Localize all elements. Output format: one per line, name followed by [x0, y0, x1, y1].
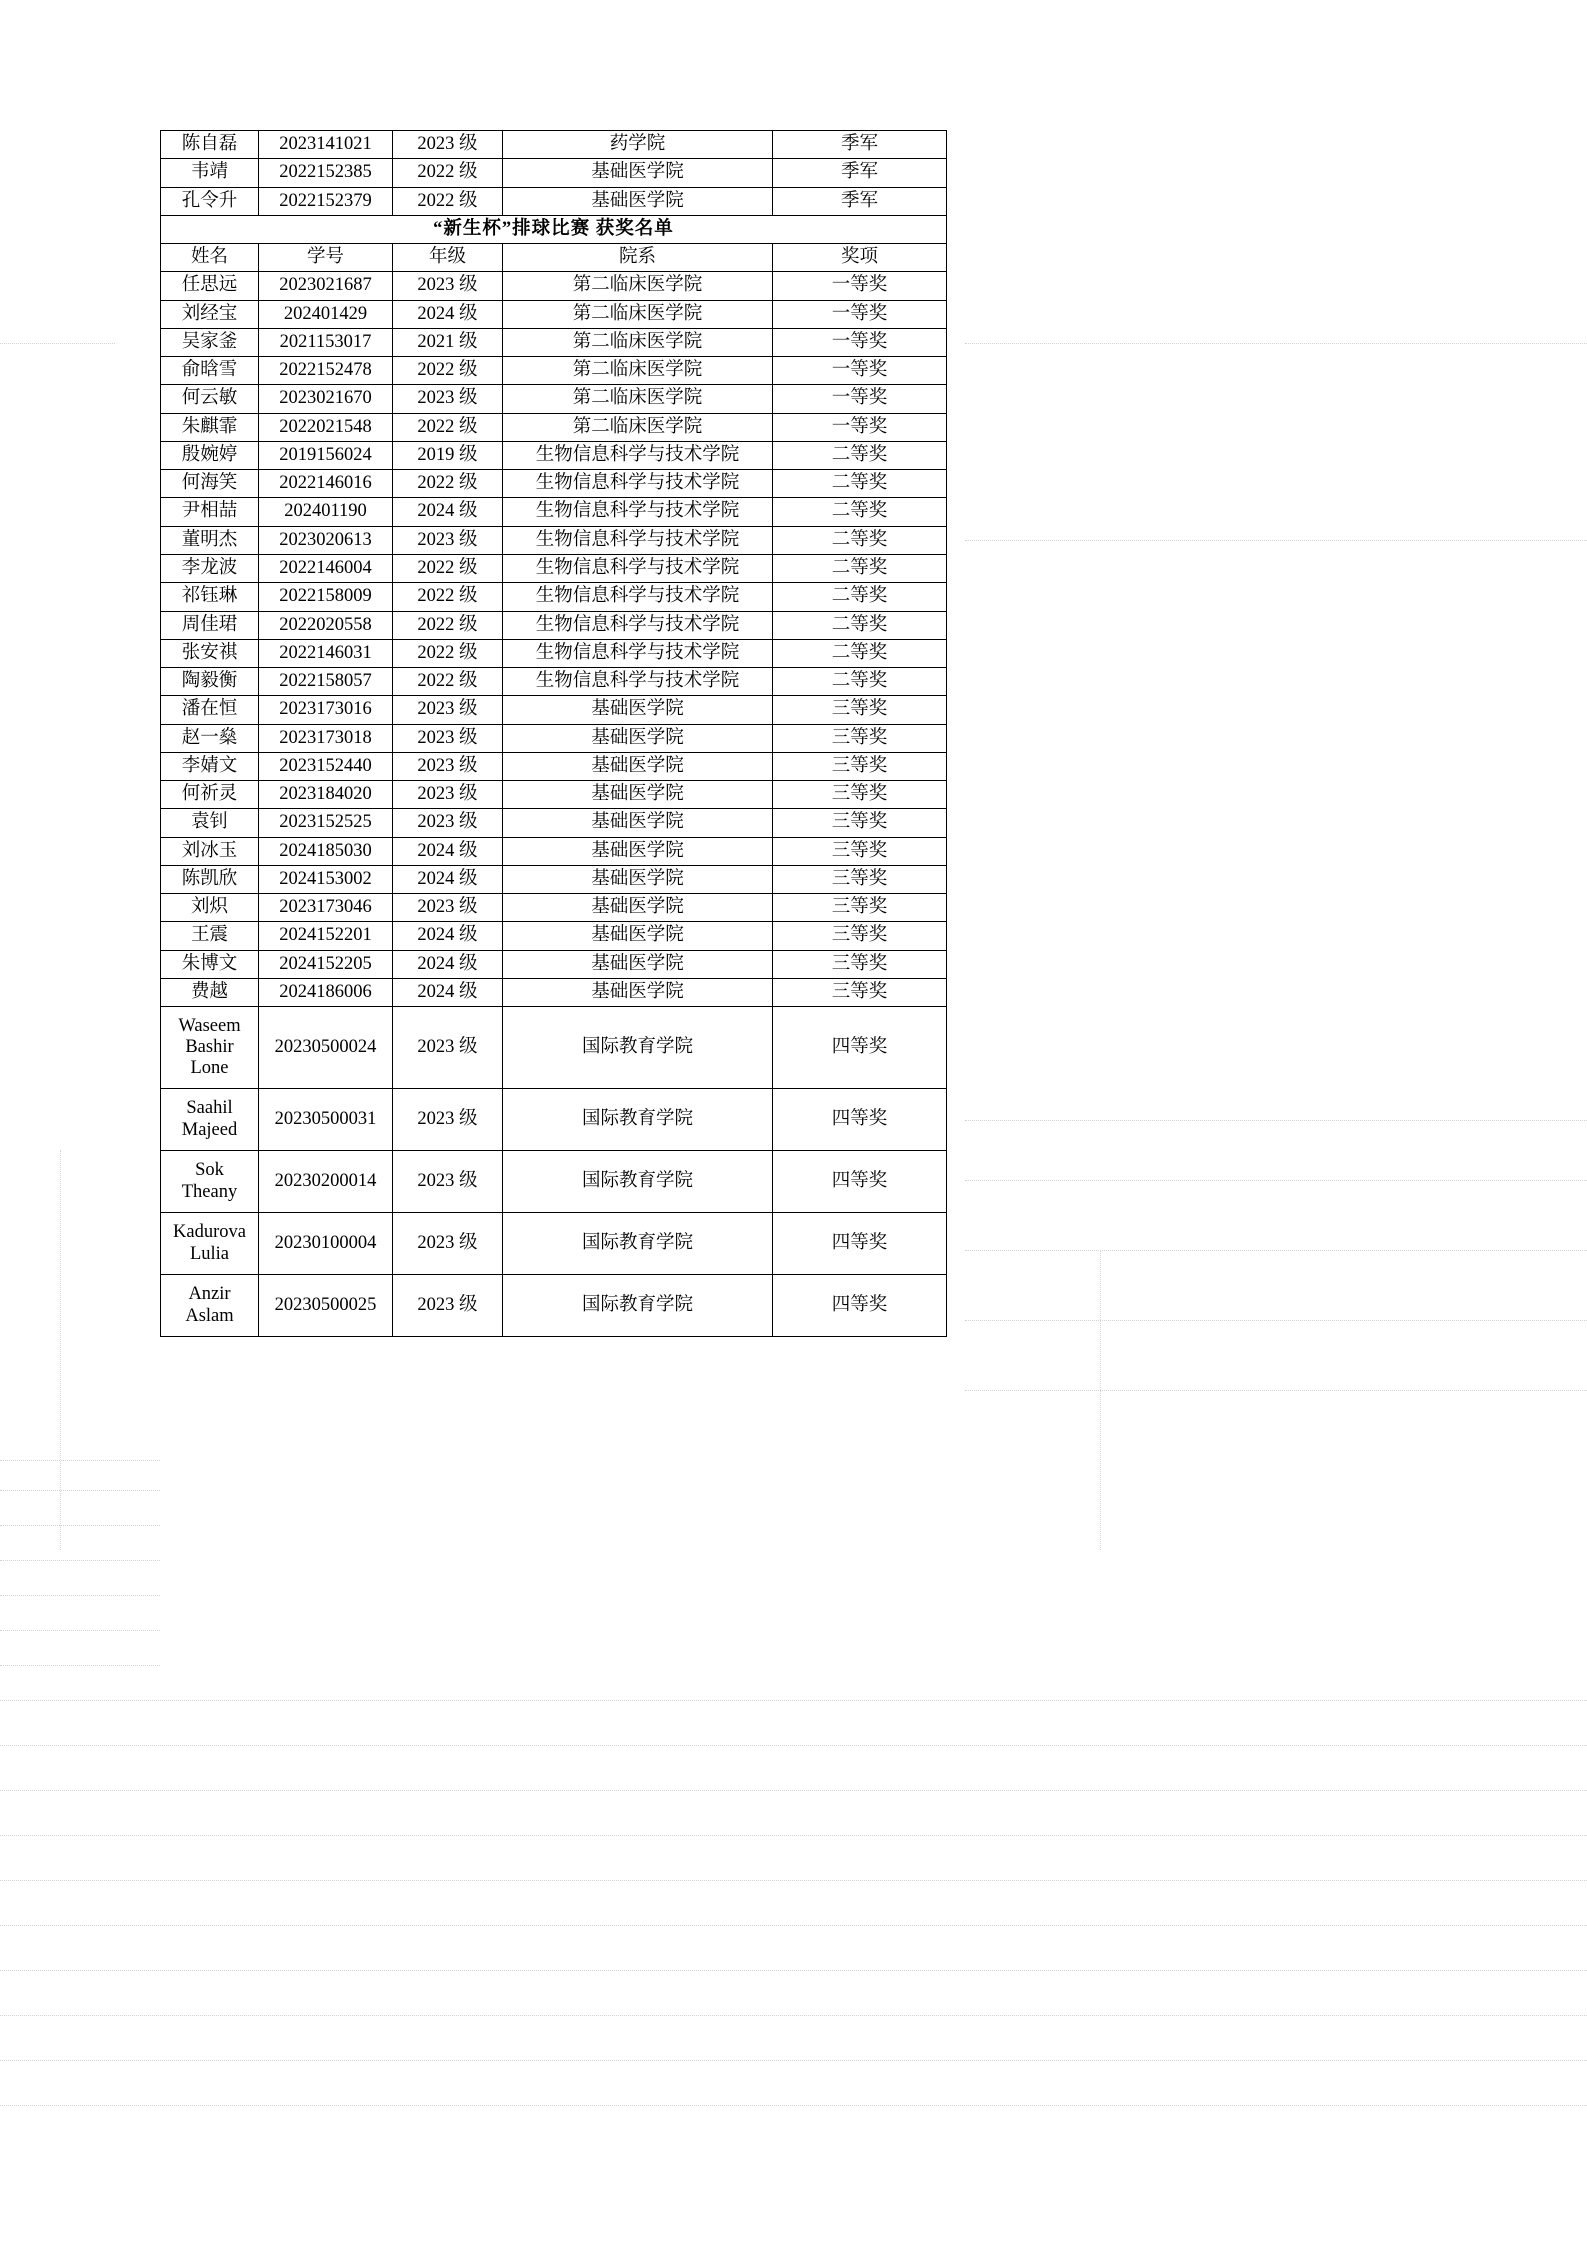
cell-award: 二等奖: [773, 639, 947, 667]
cell-name: 周佳珺: [161, 611, 259, 639]
cell-name: 吴家釜: [161, 328, 259, 356]
cell-student-id: 2024185030: [259, 837, 393, 865]
cell-award: 一等奖: [773, 272, 947, 300]
cell-department: 药学院: [503, 131, 773, 159]
cell-award: 二等奖: [773, 583, 947, 611]
cell-student-id: 2023184020: [259, 781, 393, 809]
table-row: [161, 1089, 947, 1151]
cell-student-id: 2022158009: [259, 583, 393, 611]
cell-department: 基础医学院: [503, 724, 773, 752]
cell-student-id: 2022152478: [259, 357, 393, 385]
table-row: [161, 752, 947, 780]
cell-grade: 2023 级: [393, 809, 503, 837]
table-row: [161, 668, 947, 696]
cell-student-id: 202401429: [259, 300, 393, 328]
cell-student-id: 20230100004: [259, 1213, 393, 1275]
cell-grade: 2022 级: [393, 470, 503, 498]
award-table: [160, 130, 947, 1337]
cell-department: 基础医学院: [503, 159, 773, 187]
cell-student-id: 2022021548: [259, 413, 393, 441]
table-row: [161, 159, 947, 187]
table-row: [161, 498, 947, 526]
cell-name: 俞晗雪: [161, 357, 259, 385]
cell-department: 第二临床医学院: [503, 272, 773, 300]
cell-grade: 2023 级: [393, 385, 503, 413]
cell-grade: 2023 级: [393, 752, 503, 780]
column-header-4: 奖项: [773, 244, 947, 272]
cell-department: 基础医学院: [503, 781, 773, 809]
cell-name: 陈自磊: [161, 131, 259, 159]
cell-department: 生物信息科学与技术学院: [503, 498, 773, 526]
column-header-2: 年级: [393, 244, 503, 272]
table-row: [161, 328, 947, 356]
cell-grade: 2022 级: [393, 668, 503, 696]
cell-grade: 2023 级: [393, 781, 503, 809]
cell-department: 第二临床医学院: [503, 385, 773, 413]
cell-award: 一等奖: [773, 413, 947, 441]
cell-grade: 2022 级: [393, 554, 503, 582]
cell-grade: 2023 级: [393, 894, 503, 922]
cell-award: 三等奖: [773, 837, 947, 865]
cell-name: 袁钊: [161, 809, 259, 837]
cell-name: Sok Theany: [161, 1151, 259, 1213]
cell-grade: 2022 级: [393, 357, 503, 385]
table-header-row: [161, 244, 947, 272]
cell-department: 基础医学院: [503, 978, 773, 1006]
table-row: [161, 526, 947, 554]
cell-department: 国际教育学院: [503, 1089, 773, 1151]
cell-grade: 2022 级: [393, 159, 503, 187]
table-row: [161, 357, 947, 385]
cell-department: 生物信息科学与技术学院: [503, 470, 773, 498]
cell-student-id: 20230200014: [259, 1151, 393, 1213]
cell-award: 三等奖: [773, 696, 947, 724]
cell-award: 三等奖: [773, 894, 947, 922]
cell-grade: 2022 级: [393, 583, 503, 611]
table-row: [161, 413, 947, 441]
cell-award: 一等奖: [773, 328, 947, 356]
cell-name: 刘冰玉: [161, 837, 259, 865]
cell-department: 生物信息科学与技术学院: [503, 526, 773, 554]
cell-student-id: 2023021687: [259, 272, 393, 300]
cell-name: 潘在恒: [161, 696, 259, 724]
cell-student-id: 2023152525: [259, 809, 393, 837]
table-row: [161, 1275, 947, 1337]
cell-student-id: 2022152385: [259, 159, 393, 187]
cell-department: 国际教育学院: [503, 1275, 773, 1337]
cell-grade: 2023 级: [393, 696, 503, 724]
table-row: [161, 639, 947, 667]
cell-department: 基础医学院: [503, 752, 773, 780]
cell-name: 赵一燊: [161, 724, 259, 752]
cell-department: 基础医学院: [503, 865, 773, 893]
cell-student-id: 2022152379: [259, 187, 393, 215]
cell-department: 第二临床医学院: [503, 328, 773, 356]
cell-student-id: 2022146004: [259, 554, 393, 582]
cell-name: 尹相喆: [161, 498, 259, 526]
cell-department: 第二临床医学院: [503, 357, 773, 385]
cell-award: 四等奖: [773, 1213, 947, 1275]
cell-department: 生物信息科学与技术学院: [503, 611, 773, 639]
cell-name: 孔令升: [161, 187, 259, 215]
cell-grade: 2023 级: [393, 131, 503, 159]
cell-award: 二等奖: [773, 498, 947, 526]
cell-grade: 2023 级: [393, 272, 503, 300]
cell-student-id: 20230500031: [259, 1089, 393, 1151]
cell-name: 王震: [161, 922, 259, 950]
cell-grade: 2024 级: [393, 300, 503, 328]
table-row: [161, 1007, 947, 1089]
cell-award: 二等奖: [773, 554, 947, 582]
cell-name: 李龙波: [161, 554, 259, 582]
cell-student-id: 2022020558: [259, 611, 393, 639]
column-header-3: 院系: [503, 244, 773, 272]
table-row: [161, 272, 947, 300]
cell-department: 生物信息科学与技术学院: [503, 639, 773, 667]
cell-student-id: 2022158057: [259, 668, 393, 696]
cell-department: 生物信息科学与技术学院: [503, 668, 773, 696]
cell-name: 韦靖: [161, 159, 259, 187]
document-title: “新生杯”排球比赛 获奖名单: [161, 215, 947, 243]
cell-award: 季军: [773, 187, 947, 215]
cell-grade: 2022 级: [393, 413, 503, 441]
cell-department: 基础医学院: [503, 696, 773, 724]
cell-name: 何云敏: [161, 385, 259, 413]
cell-grade: 2024 级: [393, 978, 503, 1006]
cell-name: Saahil Majeed: [161, 1089, 259, 1151]
cell-department: 生物信息科学与技术学院: [503, 441, 773, 469]
cell-name: 何海笑: [161, 470, 259, 498]
cell-grade: 2024 级: [393, 922, 503, 950]
cell-student-id: 2024152205: [259, 950, 393, 978]
cell-award: 三等奖: [773, 922, 947, 950]
cell-name: 陈凯欣: [161, 865, 259, 893]
cell-grade: 2019 级: [393, 441, 503, 469]
table-row: [161, 611, 947, 639]
cell-department: 第二临床医学院: [503, 300, 773, 328]
cell-award: 一等奖: [773, 300, 947, 328]
cell-award: 二等奖: [773, 668, 947, 696]
cell-student-id: 2024152201: [259, 922, 393, 950]
table-row: [161, 724, 947, 752]
table-row: [161, 865, 947, 893]
table-row: [161, 300, 947, 328]
cell-grade: 2022 级: [393, 187, 503, 215]
cell-grade: 2024 级: [393, 865, 503, 893]
cell-award: 三等奖: [773, 865, 947, 893]
cell-grade: 2024 级: [393, 950, 503, 978]
table-row: [161, 781, 947, 809]
table-row: [161, 809, 947, 837]
cell-department: 第二临床医学院: [503, 413, 773, 441]
cell-department: 基础医学院: [503, 187, 773, 215]
table-row: [161, 978, 947, 1006]
cell-award: 二等奖: [773, 526, 947, 554]
cell-name: 刘炽: [161, 894, 259, 922]
cell-name: 董明杰: [161, 526, 259, 554]
cell-department: 基础医学院: [503, 837, 773, 865]
cell-student-id: 2022146016: [259, 470, 393, 498]
cell-department: 基础医学院: [503, 950, 773, 978]
cell-name: 刘经宝: [161, 300, 259, 328]
cell-student-id: 2024186006: [259, 978, 393, 1006]
cell-grade: 2023 级: [393, 1151, 503, 1213]
table-row: [161, 554, 947, 582]
award-table-container: [160, 130, 946, 1337]
table-row: [161, 470, 947, 498]
cell-department: 基础医学院: [503, 894, 773, 922]
cell-grade: 2022 级: [393, 639, 503, 667]
cell-award: 二等奖: [773, 611, 947, 639]
table-row: [161, 131, 947, 159]
cell-department: 基础医学院: [503, 922, 773, 950]
cell-student-id: 2023141021: [259, 131, 393, 159]
cell-department: 生物信息科学与技术学院: [503, 554, 773, 582]
cell-student-id: 2023152440: [259, 752, 393, 780]
cell-name: 朱麒霏: [161, 413, 259, 441]
cell-award: 一等奖: [773, 385, 947, 413]
cell-award: 一等奖: [773, 357, 947, 385]
cell-grade: 2023 级: [393, 1213, 503, 1275]
cell-award: 四等奖: [773, 1275, 947, 1337]
cell-student-id: 2019156024: [259, 441, 393, 469]
cell-award: 三等奖: [773, 781, 947, 809]
table-row: [161, 441, 947, 469]
cell-grade: 2021 级: [393, 328, 503, 356]
cell-student-id: 20230500025: [259, 1275, 393, 1337]
table-title-row: [161, 215, 947, 243]
table-row: [161, 696, 947, 724]
cell-student-id: 2023020613: [259, 526, 393, 554]
cell-name: Anzir Aslam: [161, 1275, 259, 1337]
cell-grade: 2023 级: [393, 526, 503, 554]
cell-award: 二等奖: [773, 441, 947, 469]
cell-award: 四等奖: [773, 1089, 947, 1151]
cell-department: 基础医学院: [503, 809, 773, 837]
cell-grade: 2022 级: [393, 611, 503, 639]
cell-award: 三等奖: [773, 950, 947, 978]
cell-name: Waseem Bashir Lone: [161, 1007, 259, 1089]
cell-student-id: 2021153017: [259, 328, 393, 356]
cell-name: Kadurova Lulia: [161, 1213, 259, 1275]
cell-grade: 2023 级: [393, 724, 503, 752]
cell-student-id: 2023021670: [259, 385, 393, 413]
cell-grade: 2023 级: [393, 1007, 503, 1089]
column-header-1: 学号: [259, 244, 393, 272]
cell-grade: 2024 级: [393, 837, 503, 865]
table-row: [161, 837, 947, 865]
cell-student-id: 2023173016: [259, 696, 393, 724]
cell-student-id: 2023173018: [259, 724, 393, 752]
cell-name: 朱博文: [161, 950, 259, 978]
cell-name: 李婧文: [161, 752, 259, 780]
column-header-0: 姓名: [161, 244, 259, 272]
cell-student-id: 202401190: [259, 498, 393, 526]
cell-grade: 2023 级: [393, 1089, 503, 1151]
cell-name: 费越: [161, 978, 259, 1006]
cell-name: 任思远: [161, 272, 259, 300]
table-row: [161, 1213, 947, 1275]
table-row: [161, 894, 947, 922]
cell-department: 国际教育学院: [503, 1007, 773, 1089]
cell-award: 二等奖: [773, 470, 947, 498]
cell-student-id: 2022146031: [259, 639, 393, 667]
table-row: [161, 1151, 947, 1213]
cell-award: 三等奖: [773, 809, 947, 837]
cell-grade: 2023 级: [393, 1275, 503, 1337]
cell-award: 三等奖: [773, 978, 947, 1006]
cell-award: 四等奖: [773, 1151, 947, 1213]
table-row: [161, 583, 947, 611]
cell-award: 三等奖: [773, 724, 947, 752]
cell-student-id: 20230500024: [259, 1007, 393, 1089]
cell-department: 生物信息科学与技术学院: [503, 583, 773, 611]
cell-name: 殷婉婷: [161, 441, 259, 469]
cell-student-id: 2024153002: [259, 865, 393, 893]
cell-award: 季军: [773, 131, 947, 159]
cell-department: 国际教育学院: [503, 1151, 773, 1213]
table-row: [161, 922, 947, 950]
cell-department: 国际教育学院: [503, 1213, 773, 1275]
table-row: [161, 950, 947, 978]
cell-name: 祁钰琳: [161, 583, 259, 611]
table-row: [161, 187, 947, 215]
cell-award: 四等奖: [773, 1007, 947, 1089]
cell-award: 季军: [773, 159, 947, 187]
cell-award: 三等奖: [773, 752, 947, 780]
cell-grade: 2024 级: [393, 498, 503, 526]
table-row: [161, 385, 947, 413]
cell-name: 陶毅衡: [161, 668, 259, 696]
cell-name: 何祈灵: [161, 781, 259, 809]
cell-name: 张安祺: [161, 639, 259, 667]
cell-student-id: 2023173046: [259, 894, 393, 922]
award-table-body: [161, 131, 947, 1337]
